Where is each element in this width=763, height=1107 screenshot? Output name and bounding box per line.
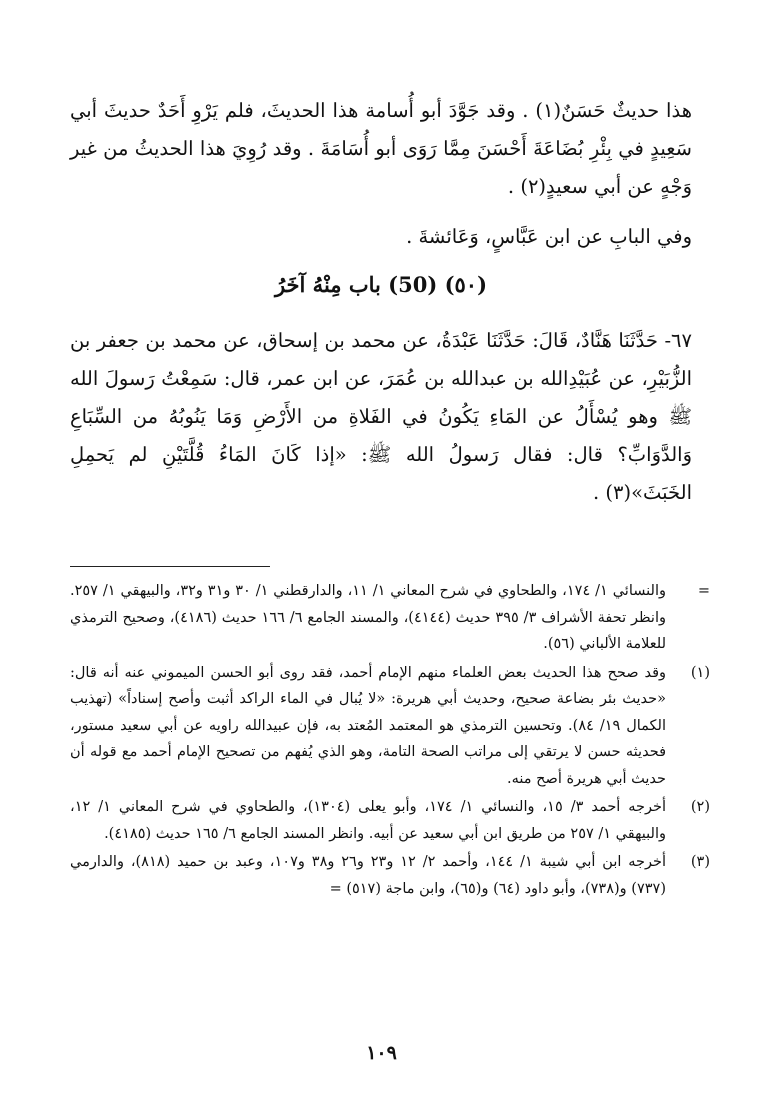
footnote-marker: = — [697, 583, 710, 599]
footnote-2 — [70, 794, 710, 847]
footnote-marker: (٢) — [690, 799, 710, 815]
footnote-text: وقد صحح هذا الحديث بعض العلماء منهم الإمام أحمد، فقد روى أبو الحسن الميموني عنه أنه قال: «حديث بئر بضاعة صحيح، وحديث أبي هريرة: «لا يُبال في الماء الراكد أثبت وأصح إسناداً» (تهذيب الكمال ١٩/ ٨٤). وتحسين الترمذي هو المعتمد المُعتد به، فإن عبيدالله راويه عن أبي سعيد مستور، فحديثه حسن لا يرتقي إلى مراتب الصحة التامة، وهو الذي يُفهم من تصحيح الإمام أحمد مع قوله أن حديث أبي هريرة أصح منه. — [70, 664, 666, 787]
footnote-marker: (١) — [690, 664, 710, 681]
footnote-text: والنسائي ١/ ١٧٤، والطحاوي في شرح المعاني ١/ ١١، والدارقطني ١/ ٣٠ و٣١ و٣٢، والبيهقي ١/ ٢٥٧. وانظر تحفة الأشراف ٣/ ٣٩٥ حديث (٤١٤٤)، والمسند الجامع ٦/ ١٦٦ حديث (٤١٨٦)، وصحيح الترمذي للعلامة الألباني (٥٦). — [70, 583, 667, 652]
paragraph-intro: هذا حديثٌ حَسَنٌ(١) . وقد جَوَّدَ أبو أُسامة هذا الحديثَ، فلم يَرْوِ أَحَدٌ حديثَ أبي سَعِيدٍ في بِئْرِ بُضَاعَةَ أَحْسَنَ مِمَّا رَوَى أبو أُسَامَةَ . وقد رُوِيَ هذا الحديثُ من غير وَجْهٍ عن أبي سعيدٍ(٢) . — [70, 99, 692, 198]
footnotes — [70, 578, 710, 904]
page-number: ١٠٩ — [366, 1042, 397, 1064]
footnote-divider — [70, 566, 270, 567]
paragraph-chapter-note: وفي البابِ عن ابن عَبَّاسٍ، وَعَائشةَ . — [406, 225, 692, 248]
hadith-paragraph: ٦٧- حَدَّثَنَا هَنَّادٌ، قَالَ: حَدَّثَنَا عَبْدَةُ، عن محمد بن إسحاق، عن محمد بن جعفر بن الزُّبَيْرِ، عن عُبَيْدِالله بن عبدالله بن عُمَرَ، عن ابن عمر، قال: سَمِعْتُ رَسولَ الله ﷺ وهو يُسْأَلُ عن المَاءِ يَكُونُ في الفَلاةِ من الأَرْضِ وَمَا يَنُوبُهُ من السِّبَاعِ وَالدَّوَابِّ؟ قال: فقال رَسولُ الله ﷺ: «إذا كَانَ المَاءُ قُلَّتَيْنِ لم يَحمِلِ الخَبَثَ»(٣) . — [70, 329, 692, 504]
footnote-text: أخرجه أحمد ٣/ ١٥، والنسائي ١/ ١٧٤، وأبو يعلى (١٣٠٤)، والطحاوي في شرح المعاني ١/ ١٢، والبيهقي ١/ ٢٥٧ من طريق ابن أبي سعيد عن أبيه. وانظر المسند الجامع ٦/ ١٦٥ حديث (٤١٨٥). — [70, 799, 667, 842]
footnote-3 — [70, 849, 710, 902]
chapter-title: (٥٠) (50) باب مِنْهُ آخَرُ — [274, 272, 488, 297]
footnote-1 — [70, 660, 710, 793]
footnote-text: أخرجه ابن أبي شيبة ١/ ١٤٤، وأحمد ٢/ ١٢ و٢٣ و٢٦ و٣٨ و١٠٧، وعبد بن حميد (٨١٨)، والدارمي (٧٣٧) و(٧٣٨)، وأبو داود (٦٤) و(٦٥)، وابن ماجة (٥١٧) = — [70, 854, 667, 897]
footnote-continuation — [70, 578, 710, 658]
footnote-marker: (٣) — [690, 854, 710, 870]
main-text — [70, 92, 692, 512]
